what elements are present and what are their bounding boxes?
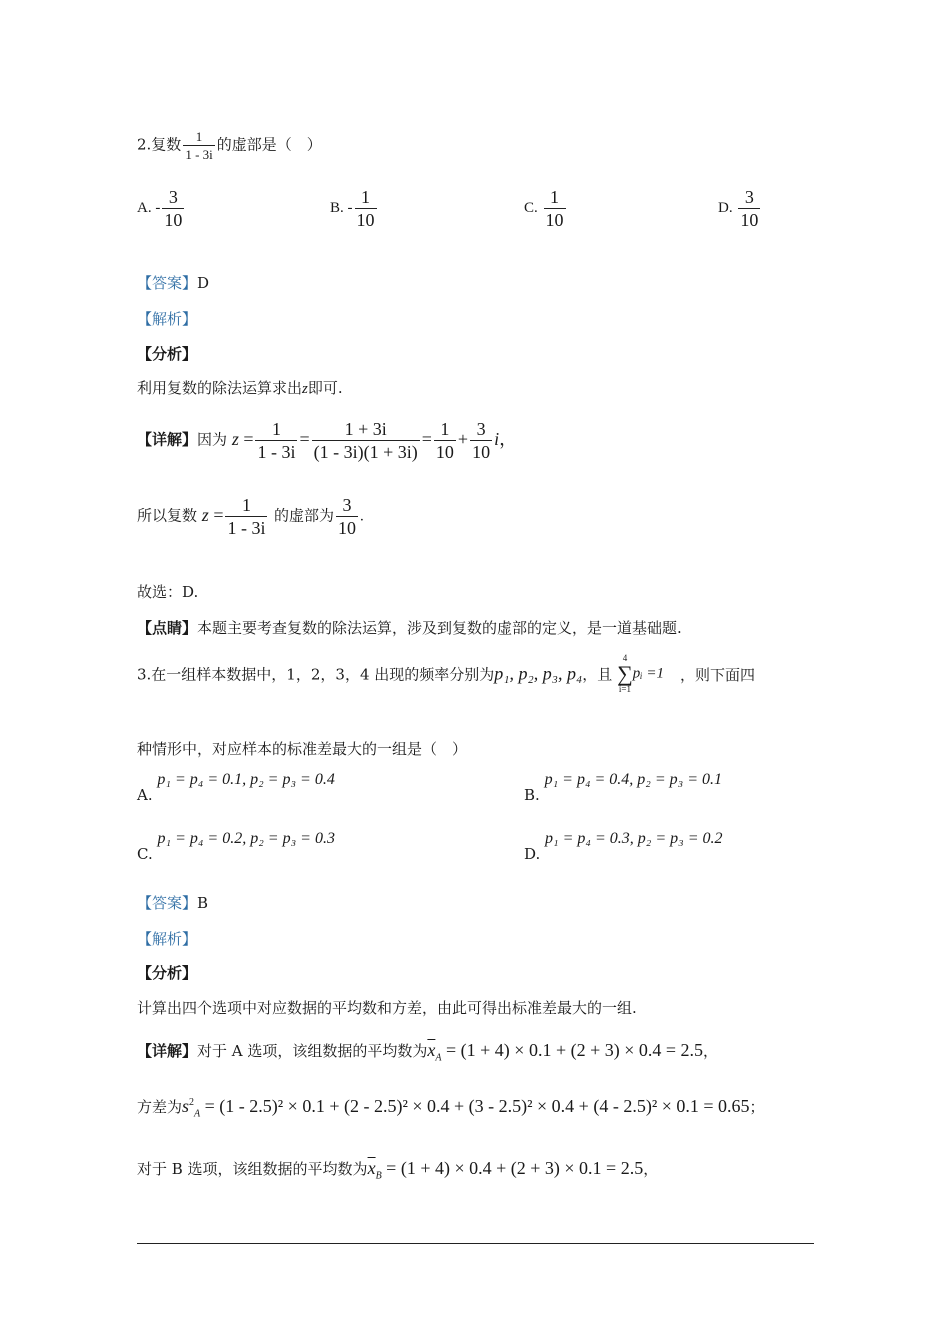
q2-so-text: 所以复数: [137, 506, 198, 525]
q2-option-c-den: 10: [545, 210, 564, 230]
q2-detail-f3-num: 1: [440, 419, 450, 439]
q2-option-a-frac: [162, 186, 184, 231]
q2-answer-value: D: [197, 274, 210, 292]
q2-detail-f1-den: 1 - 3i: [257, 442, 296, 462]
q3-fenxi-tag: 【分析】: [137, 964, 198, 982]
q3-stem-b: ，则下面四: [680, 665, 756, 684]
q3-option-c-label: C.: [137, 845, 153, 863]
q2-detail-f2-num: 1 + 3i: [344, 419, 387, 439]
q2-so: [137, 494, 364, 539]
q2-stem: [137, 128, 322, 163]
q2-so-z: z: [201, 504, 209, 525]
q2-detail-f3-den: 10: [435, 442, 454, 462]
q2-detail-tag: 【详解】: [137, 430, 198, 449]
q2-detail-f4-num: 3: [476, 419, 486, 439]
q3-detail-b-sub: B: [375, 1170, 382, 1182]
q2-option-b-num: 1: [361, 187, 371, 207]
q3-var-end: ；: [749, 1098, 765, 1116]
q2-detail-frac1: [255, 418, 297, 463]
q2-detail-z: z: [231, 428, 239, 449]
q2-so-res-den: 10: [337, 518, 356, 539]
q2-option-a-label: A.: [137, 199, 152, 216]
q2-so-end: .: [359, 508, 364, 525]
q3-analysis-tag: 【解析】: [137, 930, 198, 948]
q2-comment-tag: 【点睛】: [137, 619, 198, 637]
q2-option-a-sign: -: [155, 199, 161, 216]
q3-stem-line2: 种情形中，对应样本的标准差最大的一组是（ ）: [137, 740, 468, 758]
q3-var-sup: 2: [189, 1097, 195, 1108]
q3-var-math: [182, 1096, 750, 1120]
q3-detail-a-text: 对于 A 选项，该组数据的平均数为: [197, 1042, 428, 1060]
q3-option-b-expr: p₁ = p₄ = 0.4, p₂ = p₃ = 0.1: [544, 771, 723, 788]
q2-fenxi-text-b: 即可.: [307, 379, 343, 397]
q2-option-a: [137, 186, 186, 231]
q3-detail-a-sub: A: [435, 1052, 442, 1064]
q2-option-c-num: 1: [550, 187, 560, 207]
q2-detail-plus: +: [457, 428, 469, 449]
q2-answer-tag: 【答案】: [137, 274, 198, 292]
q3-sum-sym: ∑: [617, 661, 633, 686]
q2-comment: [137, 617, 682, 638]
q2-option-d-label: D.: [718, 199, 733, 216]
q2-so-result: [336, 494, 358, 539]
q2-detail-eq3: =: [421, 428, 432, 449]
q2-fenxi-var: z: [302, 381, 308, 397]
q3-answer-value: B: [197, 894, 209, 912]
q3-stem-comma: ，且: [582, 665, 613, 684]
q3-detail-a: [137, 1040, 718, 1064]
q3-detail-a-math: [427, 1040, 704, 1064]
q3-detail-b-text: 对于 B 选项，该组数据的平均数为: [137, 1160, 368, 1178]
q2-detail-comma: ，: [499, 428, 518, 449]
q2-fenxi-tag: 【分析】: [137, 345, 198, 363]
q3-option-a-expr: p₁ = p₄ = 0.1, p₂ = p₃ = 0.4: [157, 771, 335, 788]
q2-option-d-num: 3: [744, 187, 754, 207]
q3-detail-tag: 【详解】: [137, 1042, 198, 1060]
q2-option-a-num: 3: [168, 187, 178, 207]
q2-fenxi-text: [137, 377, 343, 398]
q2-comment-text: 本题主要考查复数的除法运算，涉及到复数的虚部的定义，是一道基础题.: [197, 619, 682, 637]
q2-option-b: [330, 186, 379, 231]
q2-detail: [137, 418, 517, 463]
q3-option-d-label: D.: [524, 845, 541, 863]
q2-so-res-num: 3: [342, 495, 352, 516]
q2-detail-eq2: =: [299, 428, 310, 449]
q2-so-num: 1: [241, 495, 251, 515]
q2-option-d: [718, 186, 762, 231]
q2-detail-f2-den: (1 - 3i)(1 + 3i): [313, 442, 418, 462]
q2-detail-f4-den: 10: [472, 442, 491, 462]
q3-detail-b-xbar: $\overline{x}$: [367, 1158, 376, 1178]
q2-option-c: [524, 186, 568, 231]
q3-sum-top: 4: [622, 653, 628, 663]
q2-detail-f1-num: 1: [271, 419, 281, 439]
q3-answer-tag: 【答案】: [137, 894, 198, 912]
q2-option-c-label: C.: [524, 199, 538, 216]
q2-detail-frac4: [470, 418, 492, 463]
q3-detail-b-end: ，: [643, 1160, 659, 1178]
q3-sum-body: pᵢ =1: [632, 665, 665, 682]
q2-option-b-sign: -: [347, 199, 353, 216]
q3-option-a-label: A.: [137, 786, 153, 804]
q3-detail-b-expr: = (1 + 4) × 0.4 + (2 + 3) × 0.1 = 2.5: [386, 1158, 644, 1178]
q2-detail-eq1: =: [243, 428, 254, 449]
q3-option-c-expr: p₁ = p₄ = 0.2, p₂ = p₃ = 0.3: [157, 830, 335, 847]
q2-option-c-frac: [544, 186, 566, 231]
q3-option-c: [137, 829, 335, 863]
q2-stem-frac-den: 1 - 3i: [185, 147, 213, 162]
q2-analysis-tag: 【解析】: [137, 310, 198, 328]
q2-option-a-den: 10: [164, 210, 183, 230]
q2-option-b-label: B.: [330, 199, 344, 216]
q3-option-b-label: B.: [524, 786, 540, 804]
q3-option-a: [137, 770, 335, 804]
q3-var-sub: A: [194, 1108, 201, 1120]
q2-so-eq: =: [213, 504, 224, 525]
q2-so-mid: 的虚部为: [273, 506, 334, 525]
q2-so-den: 1 - 3i: [227, 518, 266, 538]
q3-fenxi-text: 计算出四个选项中对应数据的平均数和方差，由此可得出标准差最大的一组.: [137, 999, 637, 1017]
q2-so-equation: [201, 495, 274, 538]
q3-sum-bottom: i=1: [618, 684, 631, 694]
q2-so-frac: [225, 494, 267, 539]
q2-stem-fraction: [183, 128, 214, 163]
q3-variance-a: [137, 1096, 765, 1120]
q2-stem-suffix: 的虚部是（ ）: [216, 135, 322, 154]
q2-choose: 故选：D.: [137, 583, 199, 601]
q3-option-b: [524, 770, 723, 804]
q3-detail-b: [137, 1158, 658, 1182]
q2-option-b-frac: [355, 186, 377, 231]
q2-option-d-den: 10: [740, 210, 759, 230]
q3-option-d: [524, 829, 723, 863]
q2-option-d-frac: [738, 186, 760, 231]
q3-detail-a-end: ，: [703, 1042, 719, 1060]
q2-stem-prefix: 2.复数: [137, 135, 182, 154]
q3-answer: [137, 892, 208, 913]
q3-stem-line1: [137, 654, 755, 694]
q3-sum: [617, 654, 633, 694]
q3-var-s: s: [182, 1096, 190, 1116]
q2-fenxi-text-a: 利用复数的除法运算求出: [137, 379, 303, 397]
q3-detail-a-xbar: $\overline{x}$: [427, 1040, 436, 1060]
q3-stem-ps: p₁, p₂, p₃, p₄: [494, 663, 583, 684]
q2-stem-frac-num: 1: [195, 129, 203, 144]
q3-detail-b-math: [367, 1158, 644, 1182]
q2-detail-equation: [231, 419, 518, 462]
q2-answer: [137, 272, 209, 293]
q2-detail-frac2: [312, 418, 420, 463]
q2-detail-text: 因为: [197, 430, 228, 449]
q2-detail-frac3: [434, 418, 456, 463]
q3-stem-a: 3.在一组样本数据中，1，2，3，4 出现的频率分别为: [137, 665, 495, 684]
q3-option-d-expr: p₁ = p₄ = 0.3, p₂ = p₃ = 0.2: [545, 830, 723, 847]
q2-detail-i: i: [494, 428, 500, 449]
q3-var-text: 方差为: [137, 1098, 183, 1116]
q3-var-expr: = (1 - 2.5)² × 0.1 + (2 - 2.5)² × 0.4 + (3 - 2.5)² × 0.4 + (4 - 2.5)² × 0.1 = 0.65: [204, 1096, 750, 1116]
footer-divider: [137, 1243, 814, 1244]
q2-option-b-den: 10: [356, 210, 375, 230]
q3-detail-a-expr: = (1 + 4) × 0.1 + (2 + 3) × 0.4 = 2.5: [446, 1040, 704, 1060]
